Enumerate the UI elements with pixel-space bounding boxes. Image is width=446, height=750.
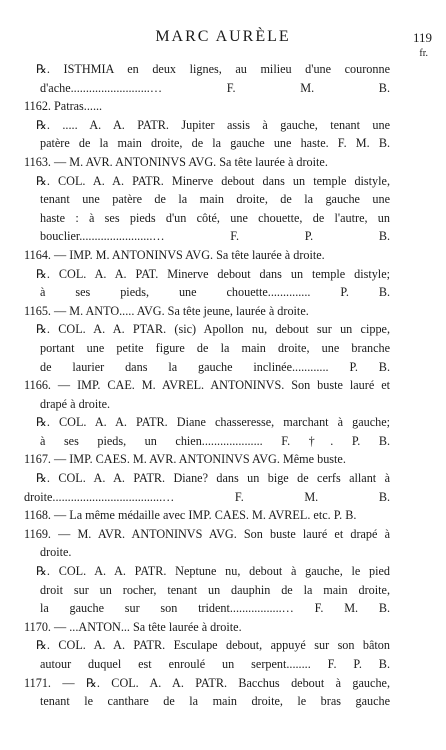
catalogue-body <box>24 60 390 711</box>
text-line: à ses pieds, une chouette.............. P. B. <box>40 285 390 300</box>
text-line: ℞. COL. A. A. PATR. Neptune nu, debout à gauche, le pied <box>36 564 390 579</box>
text-line: ℞. COL. A. A. PTAR. (sic) Apollon nu, debout sur un cippe, <box>36 322 390 337</box>
page-number: 119 <box>412 30 432 45</box>
text-line: 1163. — M. AVR. ANTONINVS AVG. Sa tête laurée à droite. <box>24 154 328 169</box>
text-line: 1162. Patras...... <box>24 99 103 114</box>
text-line: autour duquel est enroulé un serpent........ F. P. B. <box>40 657 390 671</box>
text-line: 1169. — M. AVR. ANTONINVS AVG. Son buste lauré et drapé à <box>24 526 390 541</box>
text-line: ℞. COL. A. A. PAT. Minerve debout dans un temple distyle; <box>36 266 390 281</box>
text-line: 1170. — ...ANTON... Sa tête laurée à droite. <box>24 619 242 634</box>
text-line: ℞. COL. A. A. PATR. Esculape debout, appuyé sur son bâton <box>36 638 390 653</box>
text-line: ℞. ISTHMIA en deux lignes, au milieu d'une couronne <box>36 62 390 76</box>
text-line: droite. <box>40 545 72 560</box>
text-line: d'ache..........................… F. M. B. <box>40 80 390 95</box>
text-line: 1167. — IMP. CAES. M. AVR. ANTONINVS AVG. Même buste. <box>24 452 346 467</box>
text-line: droit sur un rocher, tenant un dauphin de la main droite, <box>40 582 390 597</box>
text-line: 1164. — IMP. M. ANTONINVS AVG. Sa tête laurée à droite. <box>24 247 325 262</box>
text-line: à ses pieds, un chien.................... F. †. P. B. <box>40 433 390 448</box>
text-line: portant une petite figure de la main droite, une branche <box>40 340 390 355</box>
text-line: 1166. — IMP. CAE. M. AVREL. ANTONINVS. Son buste lauré et <box>24 378 390 393</box>
text-line: ℞. COL. A. A. PATR. Minerve debout dans un temple distyle, <box>36 173 390 188</box>
page-marker: fr. <box>419 48 428 59</box>
text-line: bouclier........................… F. P. B. <box>40 229 390 244</box>
text-line: de laurier dans la gauche inclinée............ P. B. <box>40 359 390 374</box>
text-line: la gauche sur son trident.................… F. M. B. <box>40 601 390 616</box>
text-line: 1168. — La même médaille avec IMP. CAES. M. AVREL. etc. P. B. <box>24 508 357 523</box>
text-line: haste : à ses pieds d'un côté, une chouette, de l'autre, un <box>40 210 390 225</box>
text-line: ℞. ..... A. A. PATR. Jupiter assis à gauche, tenant une <box>36 117 390 132</box>
text-line: 1165. — M. ANTO..... AVG. Sa tête jeune, laurée à droite. <box>24 303 309 318</box>
running-head-title: MARC AURÈLE <box>155 28 291 45</box>
text-line: drapé à droite. <box>40 396 111 411</box>
text-line: ℞. COL. A. A. PATR. Diane chasseresse, marchant à gauche; <box>36 415 390 430</box>
text-line: tenant le canthare de la main droite, le bras gauche <box>40 694 390 709</box>
text-line: patère de la main droite, de la gauche une haste. F. M. B. <box>40 136 390 151</box>
text-line: tenant une patère de la main droite, de la gauche une <box>40 192 390 207</box>
text-line: 1171. — ℞. COL. A. A. PATR. Bacchus debout à gauche, <box>24 675 390 690</box>
text-line: droite....................................… F. M. B. <box>24 489 390 504</box>
text-line: ℞. COL. A. A. PATR. Diane? dans un bige de cerfs allant à <box>36 471 390 486</box>
